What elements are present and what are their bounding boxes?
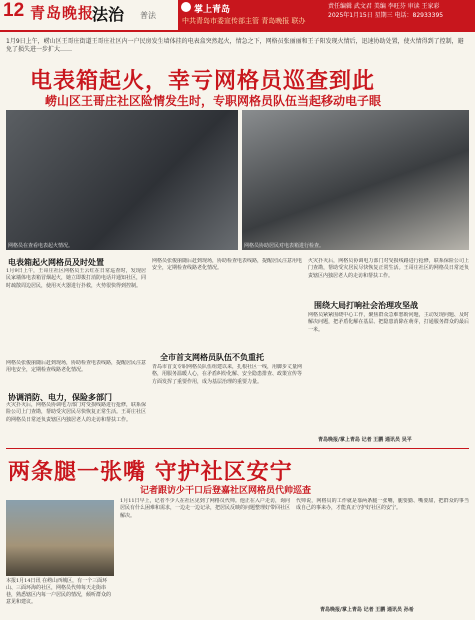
section-divider bbox=[6, 448, 469, 449]
headline-1: 电表箱起火，幸亏网格员巡查到此 bbox=[30, 69, 376, 94]
photo-caption: 本报1月14日讯 在崂山西城区，有一个三面环山、三面环海的社区，网格员代帅每天走街串巷，熟悉辖区内每一户居民的情况，倾听群众的意见和建议。 bbox=[6, 578, 112, 605]
article-paragraph: 网格员张俊丽随后赶到现场，协助检查电表线路，提醒居民注意用电安全，定期检查线路老化情况。 bbox=[152, 258, 302, 272]
app-logo-icon bbox=[181, 2, 191, 12]
subheading: 全市首支网格员队伍不负重托 bbox=[160, 353, 264, 362]
photo-caption: 网格员在查看电表起火情况。 bbox=[8, 243, 74, 249]
page-number: 12 bbox=[3, 0, 25, 21]
article-paragraph: 1月11日早上，记者不少人在社区见到了网格员代帅。他正在入户走访，询问居民有什么困难和需求，一边走一边记录，把居民反映的问题整理好带回社区解决。 bbox=[120, 498, 290, 519]
headline-1-subtitle: 崂山区王哥庄社区险情发生时，专职网格员队伍当起移动电子眼 bbox=[45, 94, 382, 108]
article-paragraph: 代帅说，网格员的工作就是靠两条腿一张嘴，腿要勤、嘴要甜，把群众的事当成自己的事来办，才能真正守护好社区的安宁。 bbox=[296, 498, 469, 512]
date-line: 2025年1月15日 星期三 电话：82933395 bbox=[328, 12, 444, 19]
photo-grid-worker bbox=[6, 500, 114, 576]
byline: 青岛晚报/掌上青岛 记者 王鹏 通讯员 孙希 bbox=[320, 607, 414, 613]
edition-meta bbox=[328, 2, 473, 20]
photo-caption: 网格员协助居民对电表箱进行检查。 bbox=[244, 243, 325, 249]
lead-paragraph: 1月9日上午，崂山区王哥庄街道王哥庄社区内一户民房发生墙体挂的电表盒突然起火，情急之下，网格员张丽丽和王子阳发现火情后，迅速协助处置，使火情得到了控制，避免了损失进一步扩大…… bbox=[6, 38, 464, 53]
article-paragraph: 火灾扑灭后，网格员协调电力部门对受损线路进行抢修，联系保险公司上门查勘，帮助受灾居民尽快恢复正常生活。王哥庄社区的网格员日常还负责辖区内独居老人的走访和帮扶工作。 bbox=[308, 258, 469, 279]
article-paragraph: 网格员张俊丽随后赶到现场，协助检查电表线路，提醒居民注意用电安全，定期检查线路老化情况。 bbox=[6, 360, 146, 374]
headline-2: 两条腿一张嘴 守护社区安宁 bbox=[8, 460, 293, 485]
article-paragraph: 火灾扑灭后，网格员协调电力部门对受损线路进行抢修，联系保险公司上门查勘，帮助受灾居民尽快恢复正常生活。王哥庄社区的网格员日常还负责辖区内独居老人的走访和帮扶工作。 bbox=[6, 402, 146, 423]
brand-banner bbox=[178, 0, 475, 30]
subheading: 围绕大局打响社会治理攻坚战 bbox=[314, 301, 418, 310]
photo-meter-box bbox=[242, 110, 469, 250]
article-paragraph: 青岛市首支专职网格员队伍组建以来，扎根社区一线，用脚步丈量网格，用服务温暖人心，在矛盾纠纷化解、安全隐患排查、政策宣传等方面发挥了重要作用，成为基层治理的重要力量。 bbox=[152, 364, 302, 385]
subheading: 协调消防、电力，保险多部门 bbox=[8, 393, 112, 402]
subheading: 电表箱起火网格员及时处置 bbox=[8, 258, 104, 267]
byline: 青岛晚报/掌上青岛 记者 王鹏 通讯员 吴平 bbox=[318, 437, 412, 443]
newspaper-logo: 青岛晚报 bbox=[30, 4, 95, 22]
app-brand: 掌上青岛 bbox=[194, 5, 231, 15]
page-header bbox=[0, 0, 475, 32]
headline-2-subtitle: 记者跟访少干口后登嘉社区网格员代帅巡查 bbox=[140, 486, 312, 496]
photo-stairwell bbox=[6, 110, 238, 250]
slogan: 中共青岛市委宣传部主管 青岛晚报 联办 bbox=[182, 17, 306, 25]
editor-line: 责任编辑 武文君 美编 李旺芬 审读 王家彩 bbox=[328, 3, 440, 10]
section-title: 法治 bbox=[92, 5, 125, 24]
article-paragraph: 网格员紧紧围绕中心工作，聚焦群众急难愁盼问题，主动发现问题、及时解决问题，把矛盾化解在基层、把隐患消除在萌芽，打通服务群众的最后一米。 bbox=[308, 312, 469, 333]
article-paragraph: 1月9日上午，王哥庄社区网格员王云红在日常巡查时，发现居民家墙体电表箱冒烟起火，她立即拨打消防电话并通知社区，同时疏散周边居民，使用灭火器进行扑救，火势很快得到控制。 bbox=[6, 268, 146, 289]
section-subtitle: 普法 bbox=[140, 11, 156, 20]
